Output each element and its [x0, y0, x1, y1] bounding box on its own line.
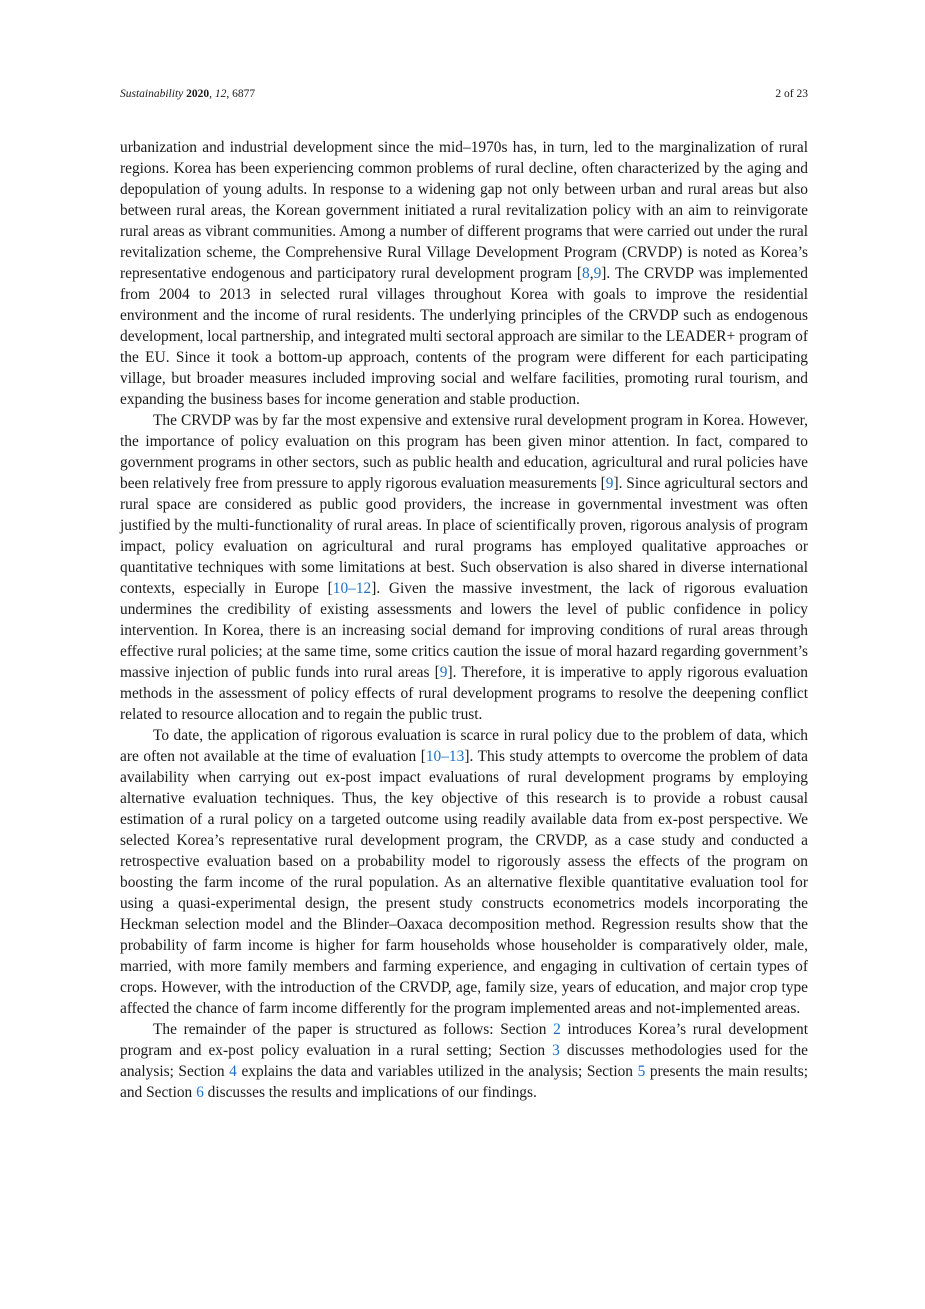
citation-link[interactable]: 3	[552, 1042, 560, 1059]
citation-link[interactable]: 8	[582, 265, 590, 282]
paragraph-text: presents the main results; and Section	[120, 1063, 808, 1101]
paragraph-text: urbanization and industrial development since the mid–1970s has, in turn, led to the marginalization of rural regions. Korea has been experiencing common problems of rural decline, often characterized by the aging and depopulation of young adults. In response to a widening gap not only between urban and rural areas but also between rural areas, the Korean government initiated a rural revitalization policy with an aim to reinvigorate rural areas as vibrant communities. Among a number of different programs that were carried out under the rural revitalization scheme, the Comprehensive Rural Village Development Program (CRVDP) is noted as Korea’s representative endogenous and participatory rural development program [	[120, 139, 808, 282]
paragraph-text: ]. The CRVDP was implemented from 2004 to 2013 in selected rural villages throughout Korea with goals to improve the residential environment and the income of rural residents. The underlying principles of the CRVDP such as endogenous development, local partnership, and integrated multi sectoral approach are similar to the LEADER+ program of the EU. Since it took a bottom-up approach, contents of the program were different for each participating village, but broader measures included improving social and welfare facilities, promoting rural tourism, and expanding the business bases for income generation and stable production.	[120, 265, 808, 408]
citation-link[interactable]: 9	[605, 475, 614, 492]
citation-link[interactable]: 2	[553, 1021, 561, 1038]
paragraph-3	[120, 725, 808, 1019]
body-text	[120, 137, 808, 1103]
citation-link[interactable]: 10–13	[425, 748, 465, 765]
citation-link[interactable]: 5	[637, 1063, 646, 1080]
paragraph-2	[120, 410, 808, 725]
running-header	[120, 86, 808, 102]
paragraph-4	[120, 1019, 808, 1103]
paragraph-text: ]. Since agricultural sectors and rural space are considered as public good providers, the increase in governmental investment was often justified by the multi-functionality of rural areas. In place of scientifically proven, rigorous analysis of program impact, policy evaluation on agricultural and rural programs has employed qualitative approaches or quantitative techniques with some limitations at best. Such observation is also shared in diverse international contexts, especially in Europe [	[120, 475, 809, 597]
page-number: 2 of 23	[775, 88, 808, 100]
paragraph-text: The CRVDP was by far the most expensive and extensive rural development program in Korea. However, the importance of policy evaluation on this program has been given minor attention. In fact, compared to government programs in other sectors, such as public health and education, agricultural and rural policies have been relatively free from pressure to apply rigorous evaluation measurements [	[120, 412, 808, 492]
citation-link[interactable]: 10–12	[332, 580, 372, 597]
journal-name: Sustainability	[120, 88, 184, 100]
paragraph-text: ]. Given the massive investment, the lack of rigorous evaluation undermines the credibility of existing assessments and lowers the level of public confidence in policy intervention. In Korea, there is an increasing social demand for improving conditions of rural areas through effective rural policies; at the same time, some critics caution the issue of moral hazard regarding government’s massive injection of public funds into rural areas [	[120, 580, 808, 681]
citation-link[interactable]: 9	[593, 265, 602, 282]
citation-link[interactable]: 6	[196, 1084, 204, 1101]
paragraph-1	[120, 137, 808, 410]
paragraph-text: introduces Korea’s rural development program and ex-post policy evaluation in a rural setting; Section	[120, 1021, 808, 1059]
citation-link[interactable]: 4	[229, 1063, 237, 1080]
article-number: 6877	[232, 88, 256, 100]
citation: Sustainability 2020, 12, 6877	[120, 88, 256, 100]
paragraph-text: discusses the results and implications of our findings.	[203, 1084, 537, 1101]
paragraph-text: ]. This study attempts to overcome the problem of data availability when carrying out ex-post impact evaluations of rural development programs by employing alternative evaluation techniques. Thus, the key objective of this research is to provide a robust causal estimation of a rural policy on a targeted outcome using readily available data from ex-post perspective. We selected Korea’s representative rural development program, the CRVDP, as a case study and conducted a retrospective evaluation based on a probability model to rigorously assess the effects of the program on boosting the farm income of the rural population. As an alternative flexible quantitative evaluation tool for using a quasi-experimental design, the present study constructs econometrics models incorporating the Heckman selection model and the Blinder–Oaxaca decomposition method. Regression results show that the probability of farm income is higher for farm households whose householder is comparatively older, male, married, with more family members and farming experience, and engaging in cultivation of certain types of crops. However, with the introduction of the CRVDP, age, family size, years of education, and major crop type affected the chance of farm income differently for the program implemented areas and not-implemented areas.	[120, 748, 808, 1017]
paragraph-text: ,	[589, 265, 594, 282]
paragraph-text: To date, the application of rigorous evaluation is scarce in rural policy due to the problem of data, which are often not available at the time of evaluation [	[120, 727, 808, 765]
citation-link[interactable]: 9	[439, 664, 448, 681]
paragraph-text: ]. Therefore, it is imperative to apply rigorous evaluation methods in the assessment of policy effects of rural development programs to resolve the deepening conflict related to resource allocation and to regain the public trust.	[120, 664, 808, 723]
paragraph-text: The remainder of the paper is structured as follows: Section	[153, 1021, 554, 1038]
paragraph-text: discusses methodologies used for the analysis; Section	[120, 1042, 808, 1080]
paragraph-text: explains the data and variables utilized in the analysis; Section	[236, 1063, 638, 1080]
journal-volume: 12	[214, 88, 227, 100]
journal-year: 2020	[186, 88, 210, 100]
